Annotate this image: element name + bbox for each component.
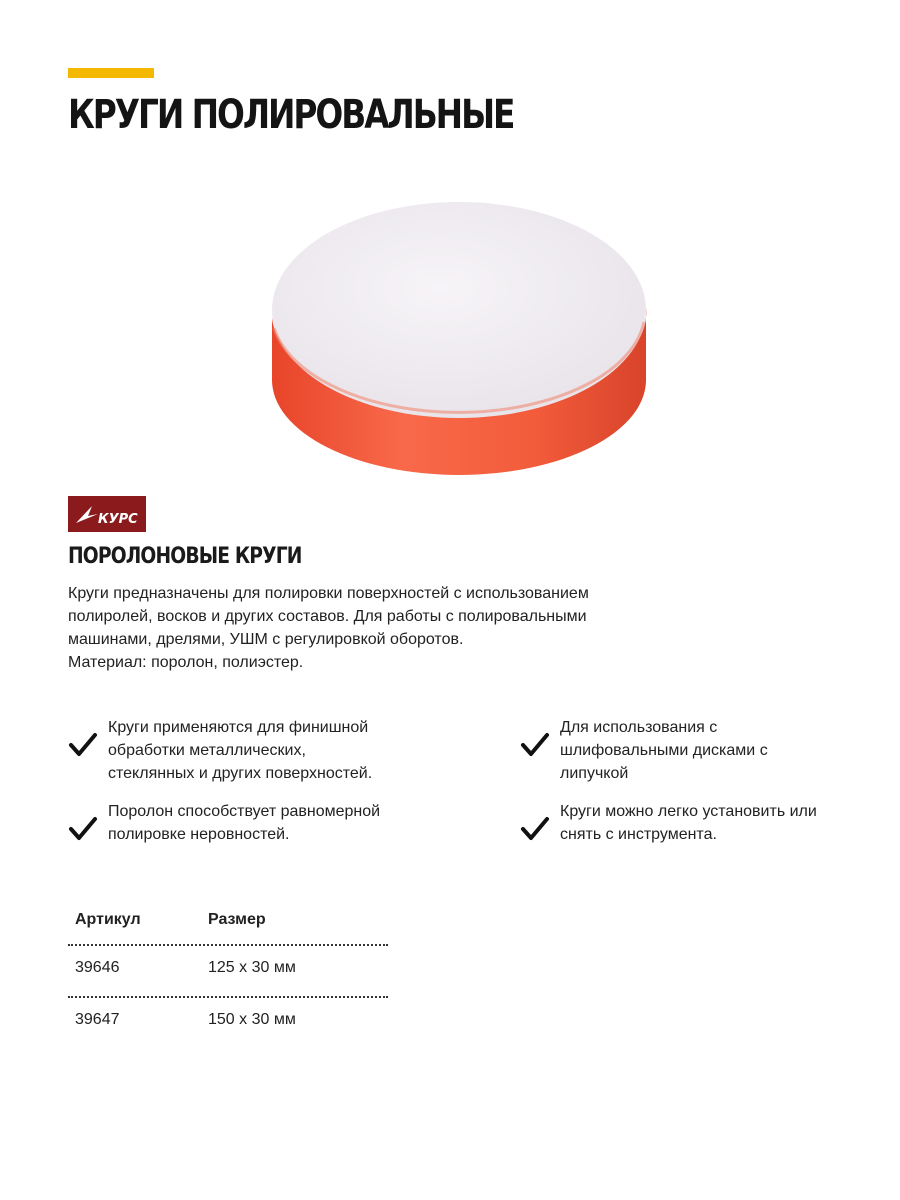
size-cell: 125 х 30 мм [208,959,296,976]
description-line: машинами, дрелями, УШМ с регулировкой оборотов. [68,631,464,648]
table-row [68,998,388,1042]
column-header-size: Размер [208,911,266,928]
spec-table-header [68,902,388,938]
article-cell: 39646 [75,959,120,976]
description-line: Круги предназначены для полировки поверхностей с использованием [68,585,589,602]
polishing-pad-image [262,190,662,490]
description-line: Материал: поролон, полиэстер. [68,654,304,671]
check-icon [68,814,98,844]
article-cell: 39647 [75,1011,120,1028]
description-line: полиролей, восков и других составов. Для работы с полировальными [68,608,587,625]
feature-text: Круги можно легко установить или снять с инструмента. [560,803,817,843]
check-icon [520,814,550,844]
product-name: ПОРОЛОНОВЫЕ КРУГИ [68,544,302,569]
product-description [68,582,668,674]
kurs-logo [68,496,146,532]
svg-text:КУРС: КУРС [98,512,138,527]
title-accent-bar [68,68,154,78]
feature-text: Для использования с шлифовальными дисками с липучкой [560,719,768,782]
check-icon [68,730,98,760]
spec-table [68,902,388,1042]
column-header-article: Артикул [75,911,141,928]
check-icon [520,730,550,760]
feature-text: Круги применяются для финишной обработки металлических, стеклянных и других поверхностей. [108,719,373,782]
feature-text: Поролон способствует равномерной полировке неровностей. [108,803,381,843]
table-row [68,946,388,990]
page-title: КРУГИ ПОЛИРОВАЛЬНЫЕ [68,92,514,138]
size-cell: 150 х 30 мм [208,1011,296,1028]
